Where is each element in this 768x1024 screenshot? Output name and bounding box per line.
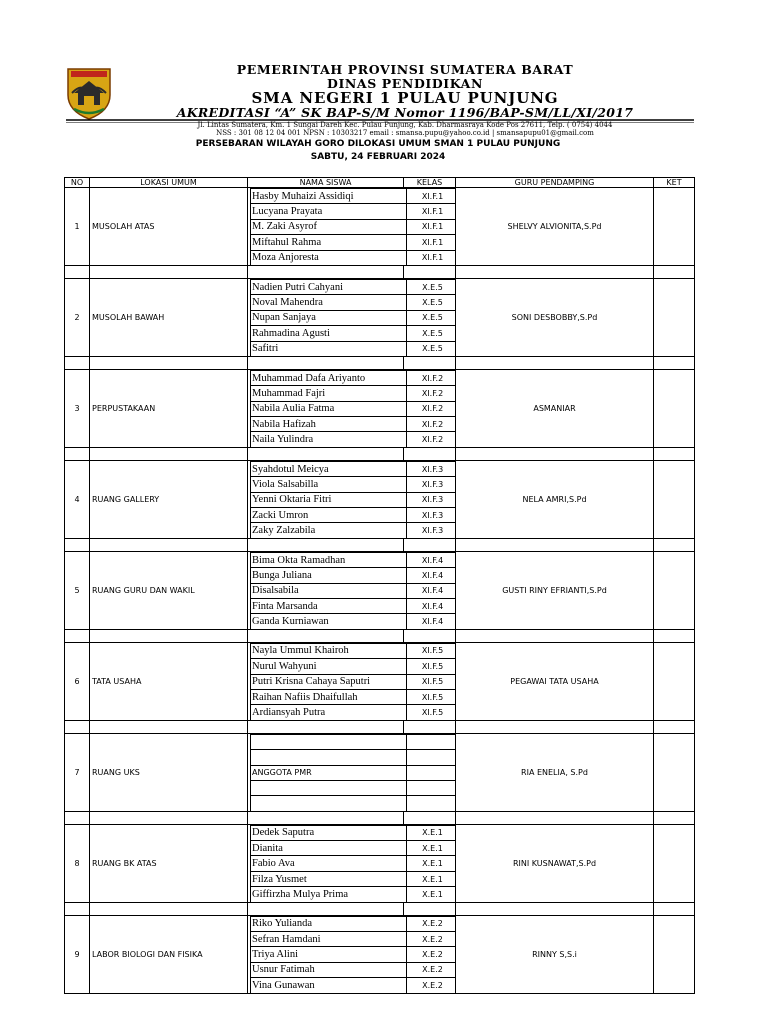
student-class: XI.F.2	[407, 417, 456, 432]
student-row	[251, 856, 456, 871]
spacer-cell	[65, 538, 90, 551]
student-class: X.E.2	[407, 947, 456, 962]
row-number: 3	[65, 369, 90, 447]
student-class: XI.F.2	[407, 432, 456, 447]
student-name: Nabila Hafizah	[251, 417, 407, 432]
row-number: 4	[65, 460, 90, 538]
row-number: 8	[65, 824, 90, 902]
student-name: Bima Okta Ramadhan	[251, 552, 407, 567]
row-number: 2	[65, 278, 90, 356]
student-class: X.E.5	[407, 310, 456, 325]
student-name: Triya Alini	[251, 947, 407, 962]
spacer-cell	[248, 447, 404, 460]
letterhead-school-name: SMA NEGERI 1 PULAU PUNJUNG	[251, 89, 559, 107]
empty-class-cell	[407, 750, 456, 765]
student-class: XI.F.2	[407, 401, 456, 416]
spacer-cell	[404, 538, 456, 551]
student-row	[251, 341, 456, 356]
header-lokasi: LOKASI UMUM	[90, 178, 248, 188]
student-name: Vina Gunawan	[251, 978, 407, 993]
student-class: XI.F.1	[407, 235, 456, 250]
spacer-cell	[90, 629, 248, 642]
header-guru: GURU PENDAMPING	[456, 178, 654, 188]
student-class: XI.F.4	[407, 583, 456, 598]
student-row	[251, 204, 456, 219]
table-row	[65, 733, 695, 811]
student-name: M. Zaki Asyrof	[251, 219, 407, 234]
location-cell: MUSOLAH ATAS	[90, 188, 248, 266]
student-name: Giffirzha Mulya Prima	[251, 887, 407, 902]
spacer-cell	[654, 538, 695, 551]
header-ket: KET	[654, 178, 695, 188]
spacer-row	[65, 538, 695, 551]
student-class: XI.F.3	[407, 523, 456, 538]
header-no: NO	[65, 178, 90, 188]
student-row	[251, 705, 456, 720]
spacer-row	[65, 629, 695, 642]
spacer-cell	[404, 356, 456, 369]
spacer-cell	[404, 629, 456, 642]
student-name: Miftahul Rahma	[251, 235, 407, 250]
student-row	[251, 417, 456, 432]
teacher-cell: RIA ENELIA, S.Pd	[456, 733, 654, 811]
student-row	[251, 401, 456, 416]
spacer-cell	[404, 720, 456, 733]
spacer-cell	[65, 902, 90, 915]
table-row	[65, 460, 695, 538]
row-number: 9	[65, 915, 90, 993]
student-name: Zacki Umron	[251, 508, 407, 523]
student-class: XI.F.2	[407, 370, 456, 385]
spacer-cell	[456, 902, 654, 915]
student-row	[251, 250, 456, 265]
students-cell	[248, 460, 456, 538]
location-cell: RUANG UKS	[90, 733, 248, 811]
students-cell	[248, 369, 456, 447]
empty-class-cell	[407, 734, 456, 749]
student-row	[251, 568, 456, 583]
student-row	[251, 962, 456, 977]
table-row	[65, 278, 695, 356]
student-name: Putri Krisna Cahaya Saputri	[251, 674, 407, 689]
student-class: XI.F.4	[407, 614, 456, 629]
student-row	[251, 508, 456, 523]
student-row	[251, 326, 456, 341]
students-cell	[248, 642, 456, 720]
empty-name-cell	[251, 750, 407, 765]
table-row	[65, 188, 695, 266]
spacer-cell	[654, 902, 695, 915]
teacher-cell: NELA AMRI,S.Pd	[456, 460, 654, 538]
student-name: Nayla Ummul Khairoh	[251, 643, 407, 658]
spacer-cell	[456, 265, 654, 278]
empty-name-cell	[251, 796, 407, 811]
student-name: Syahdotul Meicya	[251, 461, 407, 476]
table-header-row	[65, 178, 695, 188]
student-name: Naila Yulindra	[251, 432, 407, 447]
spacer-cell	[248, 811, 404, 824]
student-row	[251, 189, 456, 204]
spacer-cell	[248, 356, 404, 369]
student-class: XI.F.5	[407, 659, 456, 674]
student-name: Lucyana Prayata	[251, 204, 407, 219]
student-row	[251, 871, 456, 886]
student-class: X.E.1	[407, 825, 456, 840]
spacer-cell	[404, 265, 456, 278]
letterhead-address: Jl. Lintas Sumatera, Km. 1 Sungai Dareh Kec. Pulau Punjung, Kab. Dharmasraya Kode Pos 27611, Telp. ( 0754) 4044	[197, 120, 613, 129]
teacher-cell: RINI KUSNAWAT,S.Pd	[456, 824, 654, 902]
ket-cell	[654, 915, 695, 993]
student-row	[251, 689, 456, 704]
location-cell: TATA USAHA	[90, 642, 248, 720]
student-row	[251, 643, 456, 658]
ket-cell	[654, 551, 695, 629]
spacer-cell	[90, 538, 248, 551]
location-cell: MUSOLAH BAWAH	[90, 278, 248, 356]
letterhead-government: PEMERINTAH PROVINSI SUMATERA BARAT	[236, 62, 574, 77]
student-row	[251, 887, 456, 902]
spacer-cell	[248, 265, 404, 278]
location-cell: RUANG GURU DAN WAKIL	[90, 551, 248, 629]
student-class: XI.F.4	[407, 552, 456, 567]
student-row	[251, 235, 456, 250]
student-class: XI.F.1	[407, 204, 456, 219]
spacer-row	[65, 447, 695, 460]
student-row	[251, 523, 456, 538]
student-class: XI.F.5	[407, 689, 456, 704]
student-class: XI.F.1	[407, 250, 456, 265]
student-name: Noval Mahendra	[251, 295, 407, 310]
empty-class-cell	[407, 765, 456, 780]
provincial-emblem-icon	[66, 65, 112, 120]
student-name: Dedek Saputra	[251, 825, 407, 840]
students-cell	[248, 824, 456, 902]
spacer-cell	[654, 629, 695, 642]
spacer-cell	[248, 538, 404, 551]
student-class: X.E.2	[407, 932, 456, 947]
student-row	[251, 932, 456, 947]
spacer-cell	[90, 356, 248, 369]
student-row	[251, 310, 456, 325]
spacer-cell	[654, 265, 695, 278]
student-row	[251, 461, 456, 476]
student-name: Muhammad Dafa Ariyanto	[251, 370, 407, 385]
student-name: Usnur Fatimah	[251, 962, 407, 977]
spacer-cell	[65, 356, 90, 369]
spacer-cell	[90, 902, 248, 915]
ket-cell	[654, 188, 695, 266]
student-name: Muhammad Fajri	[251, 386, 407, 401]
spacer-cell	[404, 902, 456, 915]
table-row	[65, 824, 695, 902]
student-class: X.E.5	[407, 326, 456, 341]
student-row	[251, 477, 456, 492]
title-line-1: PERSEBARAN WILAYAH GORO DILOKASI UMUM SMAN 1 PULAU PUNJUNG	[195, 139, 561, 149]
students-cell	[248, 278, 456, 356]
student-name: Fabio Ava	[251, 856, 407, 871]
teacher-cell: GUSTI RINY EFRIANTI,S.Pd	[456, 551, 654, 629]
spacer-cell	[456, 720, 654, 733]
student-row	[251, 796, 456, 811]
student-row	[251, 295, 456, 310]
location-cell: RUANG GALLERY	[90, 460, 248, 538]
student-row	[251, 370, 456, 385]
teacher-cell: SONI DESBOBBY,S.Pd	[456, 278, 654, 356]
letterhead-department: DINAS PENDIDIKAN	[327, 75, 483, 91]
student-row	[251, 841, 456, 856]
student-name: Moza Anjoresta	[251, 250, 407, 265]
spacer-cell	[456, 811, 654, 824]
student-class: XI.F.4	[407, 598, 456, 613]
location-cell: PERPUSTAKAAN	[90, 369, 248, 447]
student-class: XI.F.2	[407, 386, 456, 401]
student-name: Raihan Nafiis Dhaifullah	[251, 689, 407, 704]
teacher-cell: ASMANIAR	[456, 369, 654, 447]
student-name: Nadien Putri Cahyani	[251, 279, 407, 294]
student-name: Nabila Aulia Fatma	[251, 401, 407, 416]
spacer-cell	[456, 356, 654, 369]
student-group-note: ANGGOTA PMR	[251, 765, 407, 780]
spacer-cell	[65, 629, 90, 642]
letterhead-divider	[66, 119, 694, 123]
student-row	[251, 978, 456, 993]
location-cell: LABOR BIOLOGI DAN FISIKA	[90, 915, 248, 993]
ket-cell	[654, 369, 695, 447]
spacer-cell	[654, 720, 695, 733]
student-name: Nurul Wahyuni	[251, 659, 407, 674]
spacer-cell	[654, 356, 695, 369]
student-row	[251, 825, 456, 840]
student-row	[251, 583, 456, 598]
student-name: Zaky Zalzabila	[251, 523, 407, 538]
spacer-cell	[248, 720, 404, 733]
student-name: Dianita	[251, 841, 407, 856]
student-class: XI.F.3	[407, 461, 456, 476]
student-name: Riko Yulianda	[251, 916, 407, 931]
ket-cell	[654, 278, 695, 356]
student-class: XI.F.5	[407, 643, 456, 658]
student-name: Ganda Kurniawan	[251, 614, 407, 629]
spacer-cell	[248, 629, 404, 642]
spacer-cell	[456, 538, 654, 551]
student-row	[251, 386, 456, 401]
ket-cell	[654, 824, 695, 902]
student-row	[251, 765, 456, 780]
student-class: XI.F.5	[407, 705, 456, 720]
table-row	[65, 551, 695, 629]
student-name: Nupan Sanjaya	[251, 310, 407, 325]
spacer-cell	[65, 811, 90, 824]
student-row	[251, 916, 456, 931]
students-cell	[248, 551, 456, 629]
table-row	[65, 642, 695, 720]
title-line-2: SABTU, 24 FEBRUARI 2024	[310, 152, 446, 162]
student-row	[251, 492, 456, 507]
header-nama: NAMA SISWA	[248, 178, 404, 188]
table-row	[65, 369, 695, 447]
student-class: X.E.2	[407, 916, 456, 931]
student-class: XI.F.3	[407, 508, 456, 523]
student-class: XI.F.1	[407, 189, 456, 204]
student-class: X.E.2	[407, 978, 456, 993]
ket-cell	[654, 733, 695, 811]
student-class: X.E.2	[407, 962, 456, 977]
student-class: X.E.1	[407, 841, 456, 856]
student-class: XI.F.3	[407, 492, 456, 507]
student-class: X.E.5	[407, 279, 456, 294]
spacer-row	[65, 811, 695, 824]
spacer-cell	[404, 447, 456, 460]
empty-name-cell	[251, 780, 407, 795]
spacer-row	[65, 265, 695, 278]
student-class: XI.F.5	[407, 674, 456, 689]
row-number: 6	[65, 642, 90, 720]
student-class: X.E.1	[407, 887, 456, 902]
spacer-cell	[456, 629, 654, 642]
student-row	[251, 219, 456, 234]
student-row	[251, 279, 456, 294]
location-cell: RUANG BK ATAS	[90, 824, 248, 902]
student-name: Ardiansyah Putra	[251, 705, 407, 720]
student-name: Disalsabila	[251, 583, 407, 598]
student-name: Hasby Muhaizi Assidiqi	[251, 189, 407, 204]
document-title	[64, 138, 692, 164]
header-kelas: KELAS	[404, 178, 456, 188]
student-row	[251, 614, 456, 629]
student-class: XI.F.4	[407, 568, 456, 583]
student-class: XI.F.3	[407, 477, 456, 492]
student-row	[251, 734, 456, 749]
student-row	[251, 432, 456, 447]
ket-cell	[654, 642, 695, 720]
student-name: Safitri	[251, 341, 407, 356]
spacer-cell	[90, 265, 248, 278]
student-name: Yenni Oktaria Fitri	[251, 492, 407, 507]
spacer-cell	[90, 720, 248, 733]
table-row	[65, 915, 695, 993]
student-row	[251, 598, 456, 613]
student-row	[251, 780, 456, 795]
student-row	[251, 947, 456, 962]
spacer-cell	[65, 720, 90, 733]
student-row	[251, 750, 456, 765]
ket-cell	[654, 460, 695, 538]
empty-name-cell	[251, 734, 407, 749]
spacer-cell	[65, 265, 90, 278]
assignment-table	[64, 177, 695, 994]
spacer-cell	[404, 811, 456, 824]
students-cell	[248, 733, 456, 811]
student-name: Filza Yusmet	[251, 871, 407, 886]
student-class: X.E.5	[407, 295, 456, 310]
student-class: X.E.5	[407, 341, 456, 356]
student-name: Rahmadina Agusti	[251, 326, 407, 341]
row-number: 1	[65, 188, 90, 266]
spacer-cell	[90, 447, 248, 460]
student-row	[251, 674, 456, 689]
teacher-cell: PEGAWAI TATA USAHA	[456, 642, 654, 720]
student-class: X.E.1	[407, 871, 456, 886]
empty-class-cell	[407, 796, 456, 811]
teacher-cell: SHELVY ALVIONITA,S.Pd	[456, 188, 654, 266]
student-row	[251, 552, 456, 567]
empty-class-cell	[407, 780, 456, 795]
teacher-cell: RINNY S,S.i	[456, 915, 654, 993]
letterhead-accreditation: AKREDITASI “A” SK BAP-S/M Nomor 1196/BAP-SM/LL/XI/2017	[176, 105, 634, 120]
student-name: Viola Salsabilla	[251, 477, 407, 492]
spacer-cell	[654, 447, 695, 460]
spacer-cell	[654, 811, 695, 824]
student-name: Bunga Juliana	[251, 568, 407, 583]
student-name: Sefran Hamdani	[251, 932, 407, 947]
spacer-row	[65, 902, 695, 915]
spacer-cell	[456, 447, 654, 460]
spacer-cell	[90, 811, 248, 824]
spacer-row	[65, 720, 695, 733]
row-number: 7	[65, 733, 90, 811]
spacer-row	[65, 356, 695, 369]
spacer-cell	[65, 447, 90, 460]
letterhead	[66, 62, 694, 137]
students-cell	[248, 188, 456, 266]
students-cell	[248, 915, 456, 993]
spacer-cell	[248, 902, 404, 915]
student-class: XI.F.1	[407, 219, 456, 234]
row-number: 5	[65, 551, 90, 629]
student-row	[251, 659, 456, 674]
student-class: X.E.1	[407, 856, 456, 871]
letterhead-contact: NSS : 301 08 12 04 001 NPSN : 10303217 email : smansa.pupu@yahoo.co.id | smansapupu01@gmail.com	[216, 128, 594, 137]
student-name: Finta Marsanda	[251, 598, 407, 613]
